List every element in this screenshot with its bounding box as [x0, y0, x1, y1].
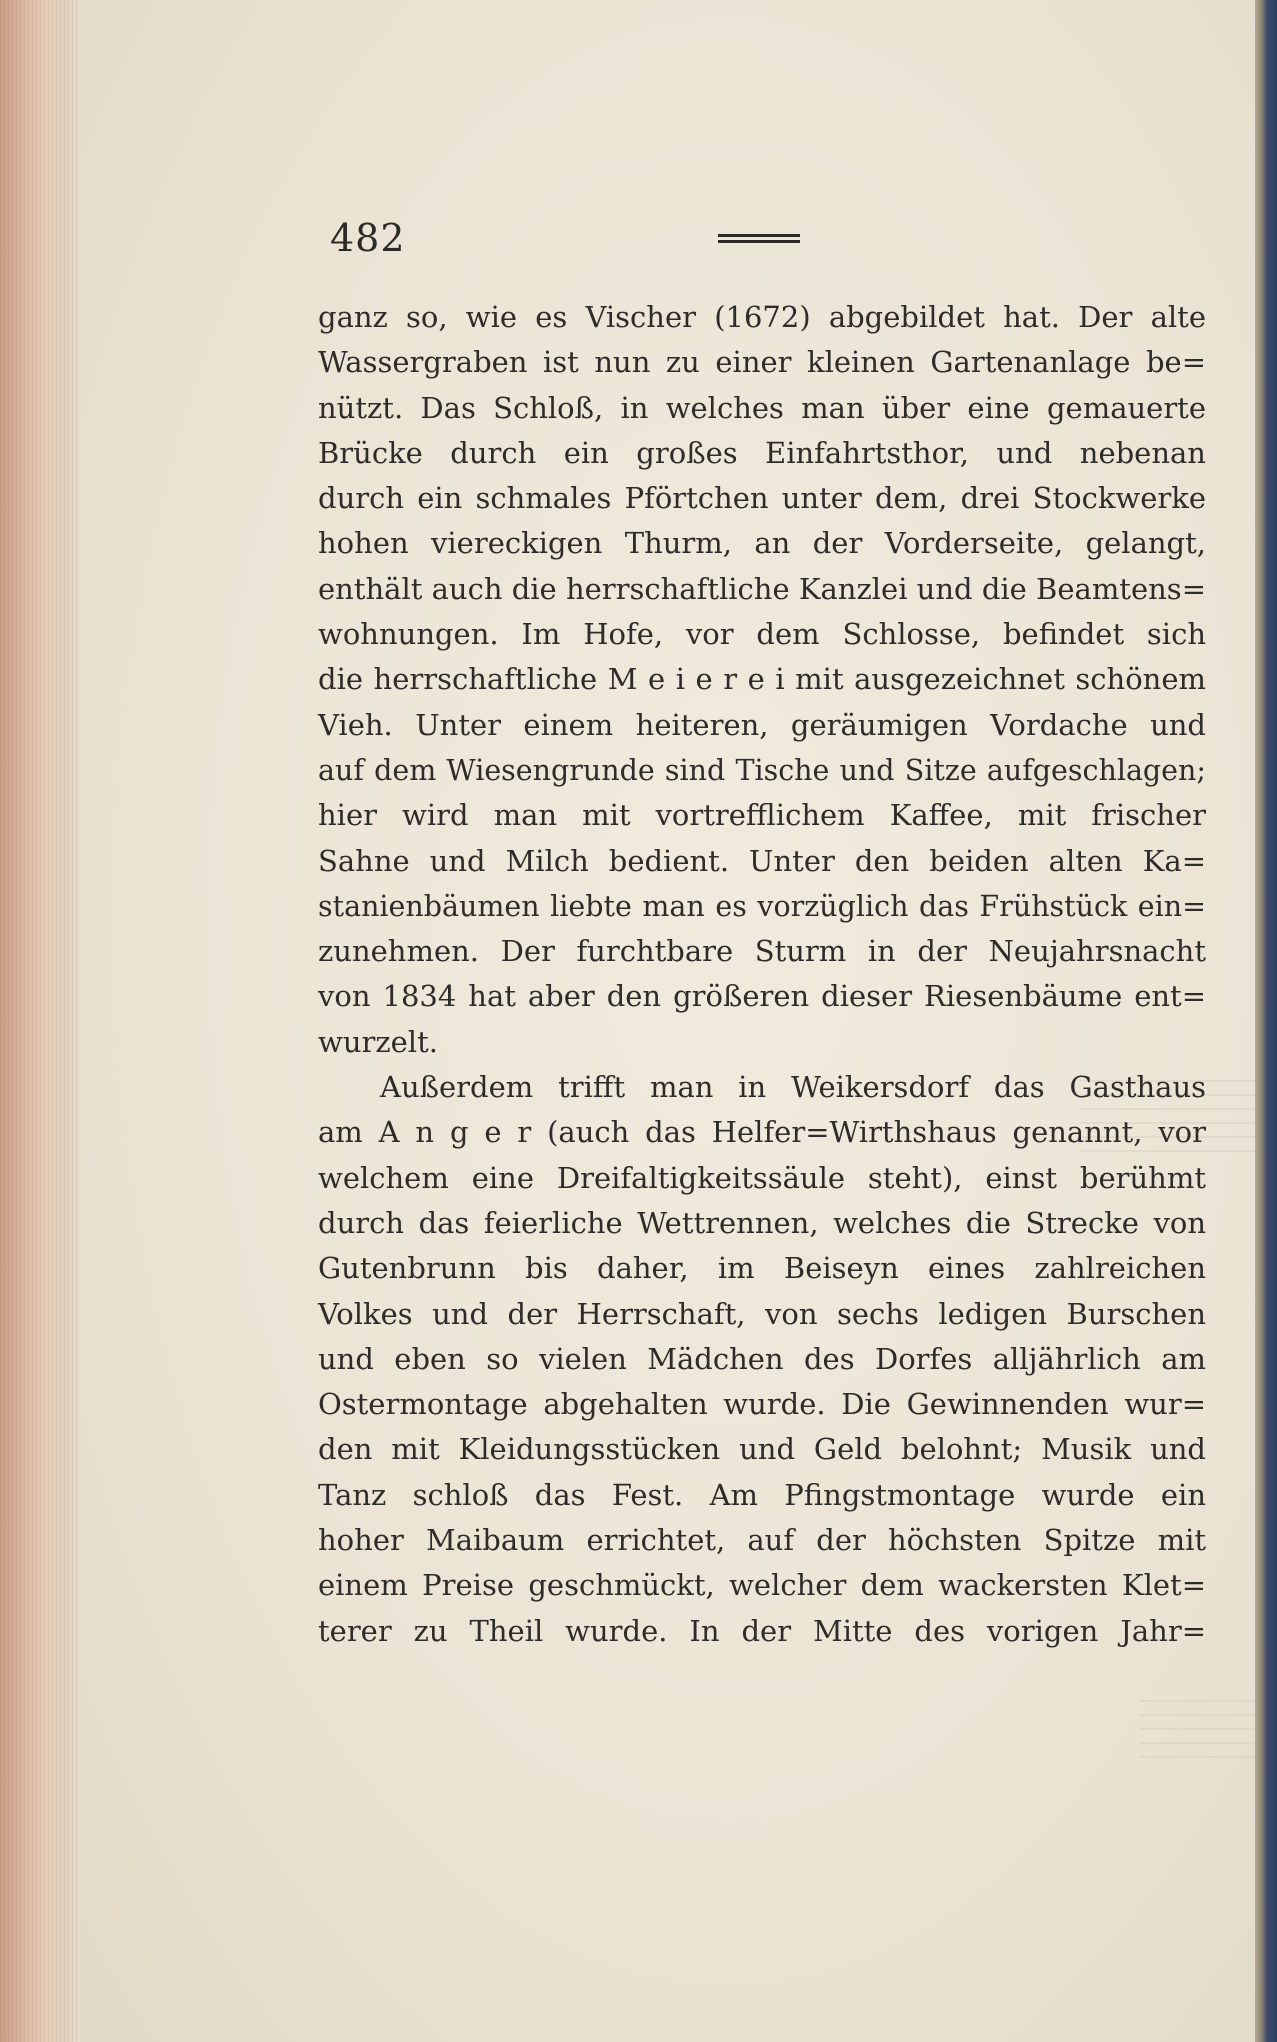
rule-bar-top	[718, 234, 800, 237]
text-line: Vieh. Unter einem heiteren, geräumigen Vordache und	[318, 707, 1206, 742]
text-line: wohnungen. Im Hofe, vor dem Schlosse, befindet sich	[318, 617, 1206, 652]
text-line: Ostermontage abgehalten wurde. Die Gewinnenden wur=	[318, 1387, 1206, 1422]
text-line: Volkes und der Herrschaft, von sechs ledigen Burschen	[318, 1296, 1206, 1331]
rule-bar-bottom	[718, 240, 800, 243]
text-line: nützt. Das Schloß, in welches man über eine gemauerte	[318, 390, 1206, 425]
text-line: zunehmen. Der furchtbare Sturm in der Neujahrsnacht	[318, 934, 1206, 969]
text-line: Außerdem trifft man in Weikersdorf das Gasthaus	[380, 1070, 1206, 1105]
text-line: Brücke durch ein großes Einfahrtsthor, und nebenan	[318, 435, 1206, 470]
header-ornament-rule	[718, 234, 800, 243]
text-line: Tanz schloß das Fest. Am Pfingstmontage wurde ein	[318, 1477, 1206, 1512]
text-line: hier wird man mit vortrefflichem Kaffee, mit frischer	[318, 798, 1206, 833]
book-cover-edge	[1255, 0, 1277, 2042]
text-line: Gutenbrunn bis daher, im Beiseyn eines zahlreichen	[318, 1251, 1206, 1286]
text-line: hoher Maibaum errichtet, auf der höchsten Spitze mit	[318, 1523, 1206, 1558]
text-line: ganz so, wie es Vischer (1672) abgebildet hat. Der alte	[318, 300, 1206, 334]
text-line: wurzelt.	[318, 1024, 438, 1059]
text-line: Wassergraben ist nun zu einer kleinen Gartenanlage be=	[318, 345, 1206, 380]
text-line: enthält auch die herrschaftliche Kanzlei und die Beamtens=	[318, 571, 1206, 606]
text-line: durch ein schmales Pförtchen unter dem, drei Stockwerke	[318, 481, 1206, 516]
text-line: Sahne und Milch bedient. Unter den beiden alten Ka=	[318, 843, 1206, 878]
book-page-stack-edge	[0, 0, 80, 2042]
text-line: terer zu Theil wurde. In der Mitte des vorigen Jahr=	[318, 1613, 1206, 1648]
text-line: die herrschaftliche M e i e r e i mit ausgezeichnet schönem	[318, 662, 1206, 697]
page-header	[330, 216, 1150, 266]
text-line: durch das feierliche Wettrennen, welches die Strecke von	[318, 1205, 1206, 1240]
text-line: von 1834 hat aber den größeren dieser Riesenbäume ent=	[318, 979, 1206, 1014]
text-line: einem Preise geschmückt, welcher dem wackersten Klet=	[318, 1568, 1206, 1603]
text-line: welchem eine Dreifaltigkeitssäule steht), einst berühmt	[318, 1160, 1206, 1195]
text-line: stanienbäumen liebte man es vorzüglich das Frühstück ein=	[318, 889, 1206, 923]
text-line: auf dem Wiesengrunde sind Tische und Sitze aufgeschlagen;	[318, 753, 1206, 787]
text-line: am A n g e r (auch das Helfer=Wirthshaus genannt, vor	[318, 1115, 1206, 1150]
body-text	[318, 295, 1206, 1654]
text-line: den mit Kleidungsstücken und Geld belohnt; Musik und	[318, 1432, 1206, 1467]
text-line: und eben so vielen Mädchen des Dorfes alljährlich am	[318, 1341, 1206, 1376]
page-number: 482	[330, 216, 406, 260]
text-line: hohen viereckigen Thurm, an der Vorderseite, gelangt,	[318, 526, 1206, 561]
